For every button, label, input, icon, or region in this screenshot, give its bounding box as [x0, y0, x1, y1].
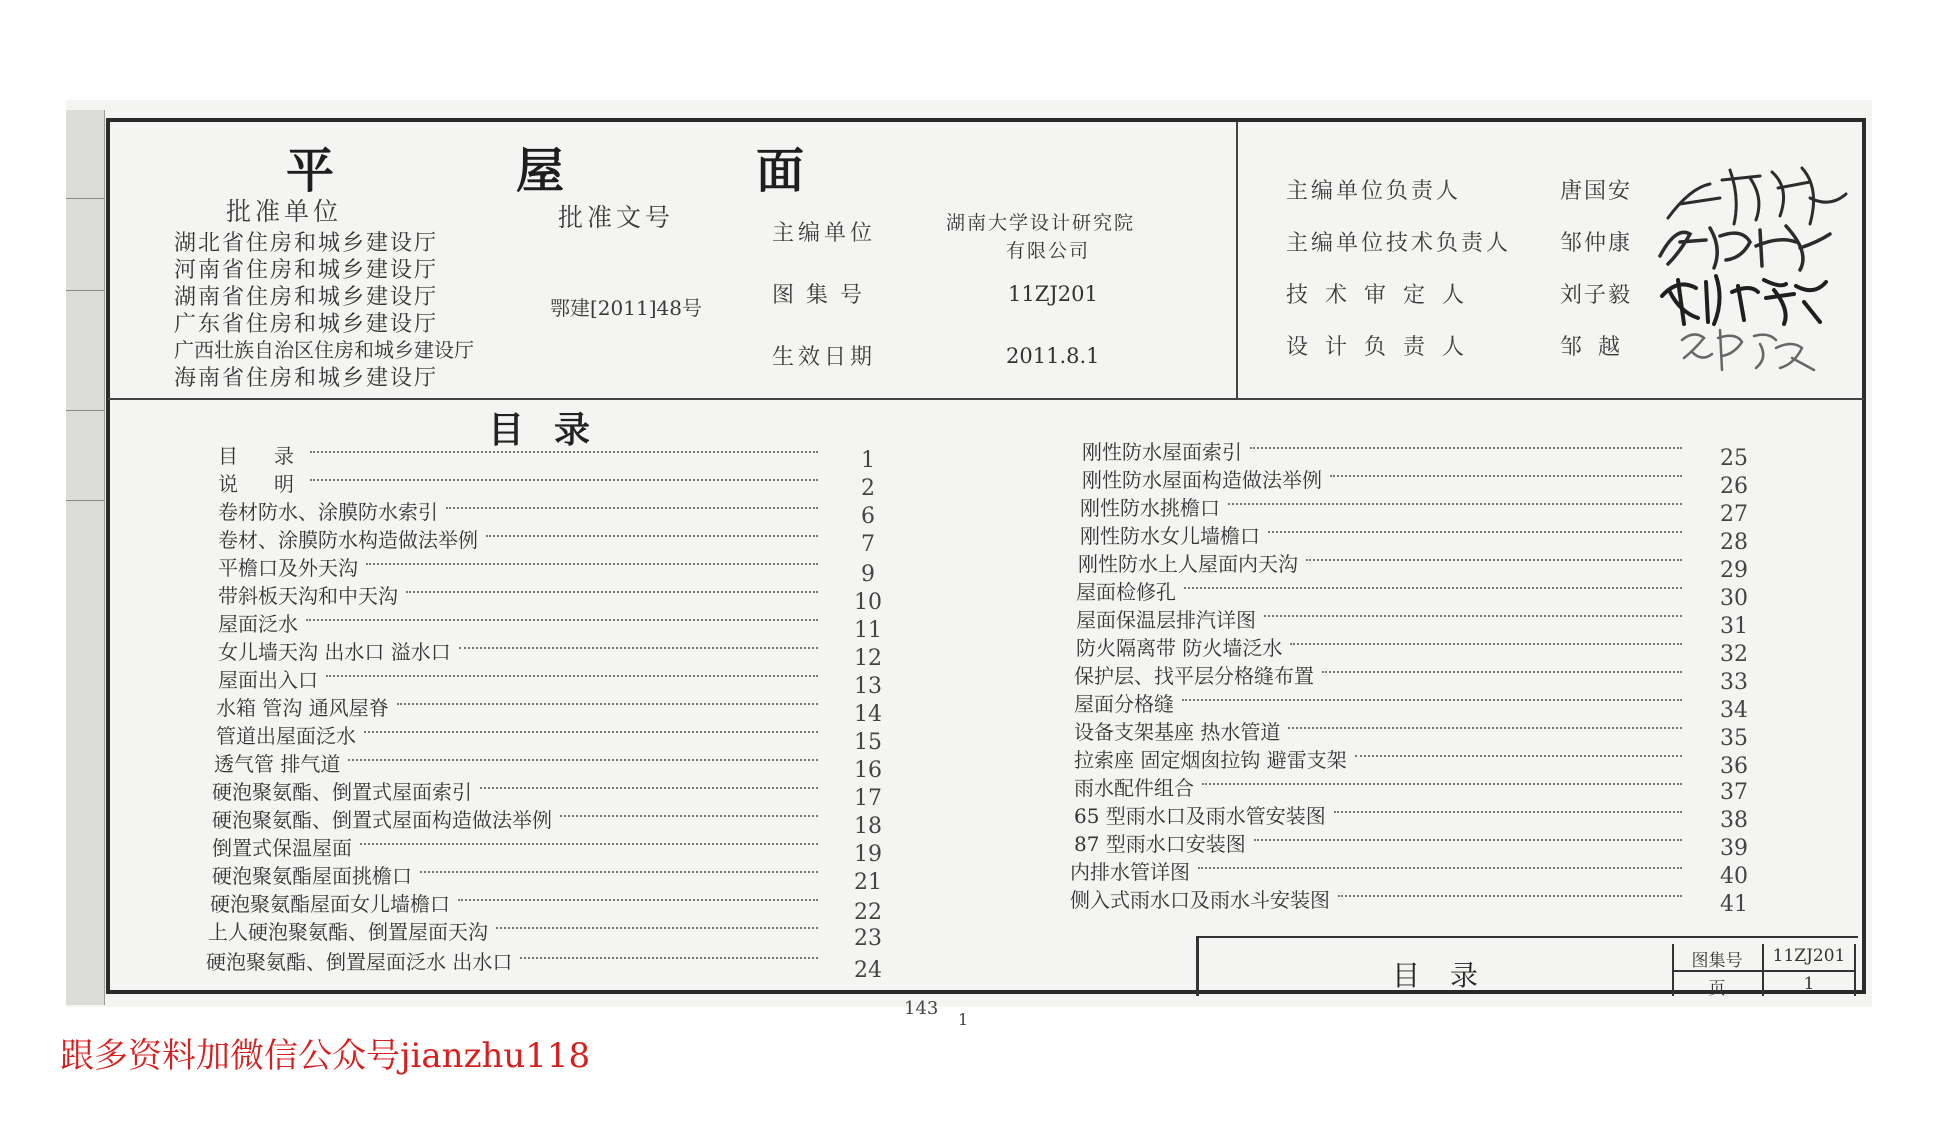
toc-title: 目录 — [488, 409, 621, 451]
toc-entry-label: 保护层、找平层分格缝布置 — [1074, 663, 1314, 688]
title-block-page-no: 1 — [1803, 974, 1815, 994]
approval-doc-number: 鄂建[2011]48号 — [550, 296, 702, 320]
toc-leader-dots — [366, 563, 818, 565]
toc-entry-page: 41 — [1720, 892, 1748, 917]
signature-zou-yue — [1672, 318, 1822, 376]
toc-entry-label: 硬泡聚氨酯、倒置屋面泛水 出水口 — [206, 949, 513, 974]
toc-entry-page: 38 — [1720, 808, 1748, 833]
toc-entry-page: 22 — [854, 900, 882, 925]
toc-entry[interactable] — [212, 832, 818, 860]
watermark-text: 跟多资料加微信公众号jianzhu118 — [60, 1036, 591, 1076]
toc-leader-dots — [1334, 811, 1682, 813]
toc-leader-dots — [560, 815, 818, 817]
approval-unit-label: 批准单位 — [226, 197, 343, 226]
toc-entry-page: 18 — [854, 814, 882, 839]
toc-entry-page: 13 — [854, 674, 882, 699]
toc-entry[interactable] — [210, 888, 818, 916]
toc-entry-page: 15 — [854, 730, 882, 755]
page-mark: 1 — [958, 1010, 969, 1029]
toc-leader-dots — [1202, 783, 1682, 785]
toc-leader-dots — [458, 899, 818, 901]
toc-entry-page: 26 — [1720, 474, 1748, 499]
atlas-no-value: 11ZJ201 — [1008, 282, 1098, 306]
approval-unit: 湖北省住房和城乡建设厅 — [174, 231, 439, 256]
toc-entry-label: 倒置式保温屋面 — [212, 835, 352, 860]
personnel-role: 主编单位技术负责人 — [1286, 231, 1512, 256]
approval-unit: 广东省住房和城乡建设厅 — [174, 312, 439, 337]
toc-entry[interactable] — [218, 636, 818, 664]
toc-entry-label: 平檐口及外天沟 — [218, 555, 358, 580]
toc-entry-page: 39 — [1720, 836, 1748, 861]
effective-date-value: 2011.8.1 — [1006, 344, 1100, 368]
toc-entry-page: 23 — [854, 926, 882, 951]
title-block-name: 目录 — [1392, 959, 1509, 992]
toc-leader-dots — [1288, 727, 1682, 729]
toc-entry[interactable] — [1074, 828, 1682, 856]
toc-entry-page: 31 — [1720, 614, 1748, 639]
toc-entry-label: 卷材、涂膜防水构造做法举例 — [218, 527, 478, 552]
toc-entry-page: 10 — [854, 590, 882, 615]
sheet-number: 143 — [904, 998, 939, 1019]
toc-entry-page: 7 — [861, 532, 875, 557]
personnel-role: 主编单位负责人 — [1286, 179, 1462, 204]
toc-leader-dots — [1250, 447, 1682, 449]
toc-entry[interactable] — [1076, 632, 1682, 660]
title-char: 平 — [286, 143, 335, 199]
toc-entry-page: 29 — [1720, 558, 1748, 583]
toc-entry-label: 屋面分格缝 — [1074, 691, 1174, 716]
toc-entry[interactable] — [212, 776, 818, 804]
title-block-page-label: 页 — [1708, 979, 1726, 999]
toc-entry[interactable] — [1078, 548, 1682, 576]
toc-entry-page: 1 — [861, 448, 875, 473]
toc-entry-label: 硬泡聚氨酯、倒置式屋面构造做法举例 — [212, 807, 552, 832]
toc-leader-dots — [496, 927, 818, 929]
toc-entry-page: 9 — [861, 562, 875, 587]
toc-entry-page: 12 — [854, 646, 882, 671]
toc-entry-label: 87 型雨水口安装图 — [1074, 831, 1246, 856]
toc-leader-dots — [446, 507, 818, 509]
toc-entry-label: 水箱 管沟 通风屋脊 — [216, 695, 389, 720]
toc-leader-dots — [364, 731, 818, 733]
title-block-left-border — [1196, 936, 1199, 996]
toc-entry[interactable] — [1070, 856, 1682, 884]
title-block-atlas-no: 11ZJ201 — [1772, 946, 1846, 966]
editor-unit-line1: 湖南大学设计研究院 — [946, 212, 1136, 234]
toc-entry-page: 11 — [854, 618, 882, 643]
toc-entry-page: 35 — [1720, 726, 1748, 751]
toc-leader-dots — [1330, 475, 1682, 477]
toc-entry-page: 2 — [861, 476, 875, 501]
toc-leader-dots — [486, 535, 818, 537]
toc-entry-page: 33 — [1720, 670, 1748, 695]
toc-entry-label: 防火隔离带 防火墙泛水 — [1076, 635, 1283, 660]
approval-unit: 湖南省住房和城乡建设厅 — [174, 285, 439, 310]
toc-entry-page: 28 — [1720, 530, 1748, 555]
toc-entry-page: 14 — [854, 702, 882, 727]
approval-unit: 海南省住房和城乡建设厅 — [174, 366, 439, 391]
toc-entry-label: 屋面出入口 — [218, 667, 318, 692]
toc-entry[interactable] — [1080, 520, 1682, 548]
toc-entry[interactable] — [208, 916, 818, 944]
toc-entry-page: 24 — [854, 958, 882, 983]
toc-leader-dots — [1268, 531, 1682, 533]
toc-entry[interactable] — [216, 720, 818, 748]
toc-entry[interactable] — [206, 946, 818, 974]
toc-entry[interactable] — [218, 524, 818, 552]
title-char: 面 — [756, 143, 805, 199]
toc-entry-page: 6 — [861, 504, 875, 529]
toc-entry[interactable] — [1082, 464, 1682, 492]
binding-cell — [66, 290, 104, 411]
toc-entry-label: 刚性防水上人屋面内天沟 — [1078, 551, 1298, 576]
toc-entry-page: 27 — [1720, 502, 1748, 527]
toc-entry[interactable] — [1074, 688, 1682, 716]
personnel-name: 唐国安 — [1560, 179, 1633, 204]
personnel-name: 邹仲康 — [1560, 231, 1633, 256]
effective-date-label: 生效日期 — [772, 345, 877, 370]
toc-entry[interactable] — [1080, 492, 1682, 520]
toc-entry-page: 17 — [854, 786, 882, 811]
toc-entry[interactable] — [1070, 884, 1682, 912]
toc-entry-page: 16 — [854, 758, 882, 783]
toc-entry-label: 女儿墙天沟 出水口 溢水口 — [218, 639, 451, 664]
approval-unit: 广西壮族自治区住房和城乡建设厅 — [174, 338, 474, 362]
toc-entry-label: 管道出屋面泛水 — [216, 723, 356, 748]
header-divider — [108, 398, 1864, 400]
toc-entry-page: 19 — [854, 842, 882, 867]
toc-entry[interactable] — [1074, 800, 1682, 828]
toc-entry-label: 硬泡聚氨酯屋面女儿墙檐口 — [210, 891, 450, 916]
binding-margin — [66, 110, 105, 1005]
toc-leader-dots — [1182, 699, 1682, 701]
toc-entry[interactable] — [1074, 660, 1682, 688]
toc-leader-dots — [1228, 503, 1682, 505]
toc-entry[interactable] — [218, 552, 818, 580]
toc-leader-dots — [520, 957, 818, 959]
toc-entry-label: 卷材防水、涂膜防水索引 — [218, 499, 438, 524]
toc-leader-dots — [1264, 615, 1682, 617]
toc-entry-page: 21 — [854, 870, 882, 895]
toc-entry-label: 拉索座 固定烟囱拉钩 避雷支架 — [1074, 747, 1347, 772]
approval-doc-label: 批准文号 — [558, 203, 675, 232]
toc-entry-label: 设备支架基座 热水管道 — [1074, 719, 1281, 744]
toc-entry[interactable] — [212, 804, 818, 832]
toc-entry-label: 屋面保温层排汽详图 — [1076, 607, 1256, 632]
toc-leader-dots — [406, 591, 818, 593]
header-vertical-divider — [1236, 122, 1238, 398]
toc-entry-label: 侧入式雨水口及雨水斗安装图 — [1070, 887, 1330, 912]
binding-cell — [66, 110, 104, 199]
toc-entry-page: 30 — [1720, 586, 1748, 611]
toc-entry-page: 34 — [1720, 698, 1748, 723]
toc-entry-label: 目 录 — [218, 443, 302, 468]
toc-entry[interactable] — [214, 748, 818, 776]
binding-cell — [66, 198, 104, 291]
toc-entry-label: 屋面检修孔 — [1076, 579, 1176, 604]
toc-entry-label: 带斜板天沟和中天沟 — [218, 583, 398, 608]
title-block-top-border — [1198, 936, 1858, 938]
signature-zou-zhongkang — [1650, 212, 1836, 274]
toc-leader-dots — [480, 787, 818, 789]
editor-unit-label: 主编单位 — [772, 221, 877, 246]
toc-leader-dots — [459, 647, 818, 649]
toc-entry-page: 32 — [1720, 642, 1748, 667]
title-char: 屋 — [516, 143, 565, 199]
toc-entry-label: 上人硬泡聚氨酯、倒置屋面天沟 — [208, 919, 488, 944]
toc-leader-dots — [310, 479, 818, 481]
approval-unit-list — [174, 226, 474, 391]
personnel-name: 邹越 — [1560, 335, 1637, 360]
toc-leader-dots — [1306, 559, 1682, 561]
toc-entry[interactable] — [1074, 744, 1682, 772]
toc-entry-label: 刚性防水挑檐口 — [1080, 495, 1220, 520]
toc-leader-dots — [397, 703, 818, 705]
title-block-atlas-label: 图集号 — [1691, 951, 1743, 971]
binding-cell — [66, 410, 104, 501]
toc-entry[interactable] — [1074, 772, 1682, 800]
toc-leader-dots — [326, 675, 818, 677]
toc-entry-page: 37 — [1720, 780, 1748, 805]
toc-entry-label: 说 明 — [218, 471, 302, 496]
toc-leader-dots — [1254, 839, 1682, 841]
toc-entry[interactable] — [218, 664, 818, 692]
toc-entry[interactable] — [218, 440, 818, 468]
toc-entry-label: 硬泡聚氨酯、倒置式屋面索引 — [212, 779, 472, 804]
personnel-role: 设计负责人 — [1286, 335, 1482, 360]
toc-entry[interactable] — [1076, 576, 1682, 604]
toc-leader-dots — [1322, 671, 1682, 673]
toc-entry[interactable] — [218, 468, 818, 496]
toc-leader-dots — [306, 619, 818, 621]
toc-entry-label: 65 型雨水口及雨水管安装图 — [1074, 803, 1326, 828]
toc-entry-page: 25 — [1720, 446, 1748, 471]
toc-entry-label: 雨水配件组合 — [1074, 775, 1194, 800]
toc-entry[interactable] — [218, 496, 818, 524]
toc-entry[interactable] — [1082, 436, 1682, 464]
toc-entry-label: 内排水管详图 — [1070, 859, 1190, 884]
toc-entry-label: 刚性防水屋面索引 — [1082, 439, 1242, 464]
atlas-no-label: 图集号 — [772, 283, 875, 308]
toc-entry-page: 40 — [1720, 864, 1748, 889]
toc-leader-dots — [1338, 895, 1682, 897]
toc-entry-page: 36 — [1720, 754, 1748, 779]
toc-leader-dots — [310, 451, 818, 453]
toc-leader-dots — [348, 759, 818, 761]
toc-entry[interactable] — [218, 580, 818, 608]
toc-leader-dots — [1184, 587, 1682, 589]
toc-entry-label: 透气管 排气道 — [214, 751, 341, 776]
editor-unit-line2: 有限公司 — [1006, 240, 1091, 262]
toc-leader-dots — [1198, 867, 1682, 869]
personnel-name: 刘子毅 — [1560, 283, 1633, 308]
toc-entry[interactable] — [212, 860, 818, 888]
toc-entry-label: 刚性防水女儿墙檐口 — [1080, 523, 1260, 548]
toc-entry[interactable] — [1074, 716, 1682, 744]
approval-unit: 河南省住房和城乡建设厅 — [174, 258, 439, 283]
toc-entry[interactable] — [216, 692, 818, 720]
toc-leader-dots — [420, 871, 818, 873]
personnel-role: 技术审定人 — [1286, 283, 1482, 308]
toc-leader-dots — [1290, 643, 1682, 645]
toc-entry-label: 刚性防水屋面构造做法举例 — [1082, 467, 1322, 492]
toc-leader-dots — [360, 843, 818, 845]
toc-entry[interactable] — [218, 608, 818, 636]
toc-leader-dots — [1355, 755, 1682, 757]
toc-entry[interactable] — [1076, 604, 1682, 632]
toc-entry-label: 屋面泛水 — [218, 611, 298, 636]
toc-entry-label: 硬泡聚氨酯屋面挑檐口 — [212, 863, 412, 888]
